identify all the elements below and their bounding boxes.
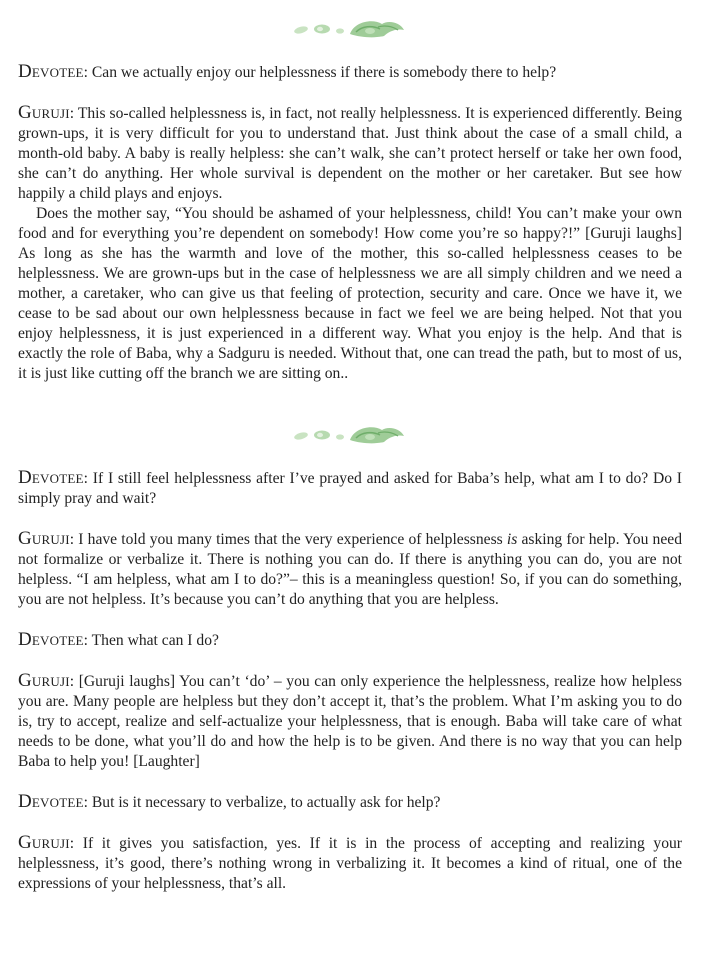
speaker-label: Guruji	[18, 528, 70, 549]
emphasis-text: is	[506, 531, 518, 548]
answer-paragraph: Does the mother say, “You should be ashamed of your helplessness, child! You can’t make your own food and for everything you’re dependent on somebody! How come you’re so happy?!” [Guruji laughs] As long as she has the warmth and love of the mother, this so-called helplessness ceases to be helplessness. We are grown-ups but in the case of helplessness we are all simply children and we need a mother, a caretaker, who can give us that feeling of protection, security and care. Once we have it, we cease to be sad about our own helplessness because in fact we feel we are being helped. Not that you enjoy helplessness, it is just experienced in a different way. What you enjoy is the help. And that is exactly the role of Baba, why a Sadguru is needed. Without that, one can tread the path, but to most of us, it is just like cutting off the branch we are sitting on..	[18, 205, 682, 382]
speaker-label: Devotee	[18, 61, 84, 82]
devotee-question-4	[18, 792, 682, 813]
question-text: Then what can I do?	[91, 632, 219, 649]
colon: :	[69, 105, 78, 122]
colon: :	[83, 794, 92, 811]
guruji-answer-2	[18, 529, 682, 610]
devotee-question-2	[18, 468, 682, 509]
devotee-question-3	[18, 630, 682, 651]
answer-text: [Guruji laughs] You can’t ‘do’ – you can only experience the helplessness, realize how helpless you are. Many people are helpless but they don’t accept it, that’s the problem. What I’m asking you to do is, try to accept, realize and self-actualize your helplessness, that is enough. Baba will take care of what needs to be done, what you’ll do and how the help is to be given. And there is no way that you can help Baba to help you! [Laughter]	[18, 673, 683, 770]
answer-text: This so-called helplessness is, in fact, not really helplessness. It is experienced differently. Being grown-ups, it is very difficult for you to understand that. Just think about the case of a small child, a month-old baby. A baby is really helpless: she can’t walk, she can’t protect herself or take her own food, she can’t do anything. Her whole survival is dependent on the mother or her caretaker. But see how happily a child plays and enjoys.	[18, 105, 683, 202]
question-text: Can we actually enjoy our helplessness if there is somebody there to help?	[91, 64, 557, 81]
speaker-label: Guruji	[18, 102, 70, 123]
question-text: If I still feel helplessness after I’ve prayed and asked for Baba’s help, what am I to do? Do I simply pray and wait?	[18, 470, 682, 507]
document-page	[18, 14, 682, 894]
speaker-label: Devotee	[18, 467, 84, 488]
speaker-label: Devotee	[18, 791, 84, 812]
answer-text-end: asking for help. You need not formalize or verbalize it. There is nothing you can do. If there is anything you can do, you are not helpless. “I am helpless, what am I to do?”– this is a meaningless question! So, if you can do something, you are not helpless. It’s because you can’t do anything that you are helpless.	[18, 531, 682, 608]
speaker-label: Devotee	[18, 629, 84, 650]
guruji-answer-4	[18, 833, 682, 894]
question-text: But is it necessary to verbalize, to actually ask for help?	[91, 794, 441, 811]
colon: :	[83, 64, 92, 81]
answer-text: If it gives you satisfaction, yes. If it is in the process of accepting and realizing your helplessness, it’s good, there’s nothing wrong in verbalizing it. It becomes a kind of ritual, one of the expressions of your helplessness, that’s all.	[18, 835, 683, 892]
colon: :	[83, 632, 92, 649]
colon: :	[83, 470, 93, 487]
answer-text-start: I have told you many times that the very experience of helplessness	[78, 531, 507, 548]
speaker-label: Guruji	[18, 832, 70, 853]
leaf-ornament-middle	[292, 422, 408, 448]
devotee-question-1	[18, 62, 682, 83]
speaker-label: Guruji	[18, 670, 70, 691]
leaf-ornament-top	[292, 16, 408, 42]
guruji-answer-3	[18, 671, 682, 772]
colon: :	[69, 531, 79, 548]
colon: :	[69, 835, 83, 852]
colon: :	[69, 673, 79, 690]
guruji-answer-1	[18, 103, 682, 204]
